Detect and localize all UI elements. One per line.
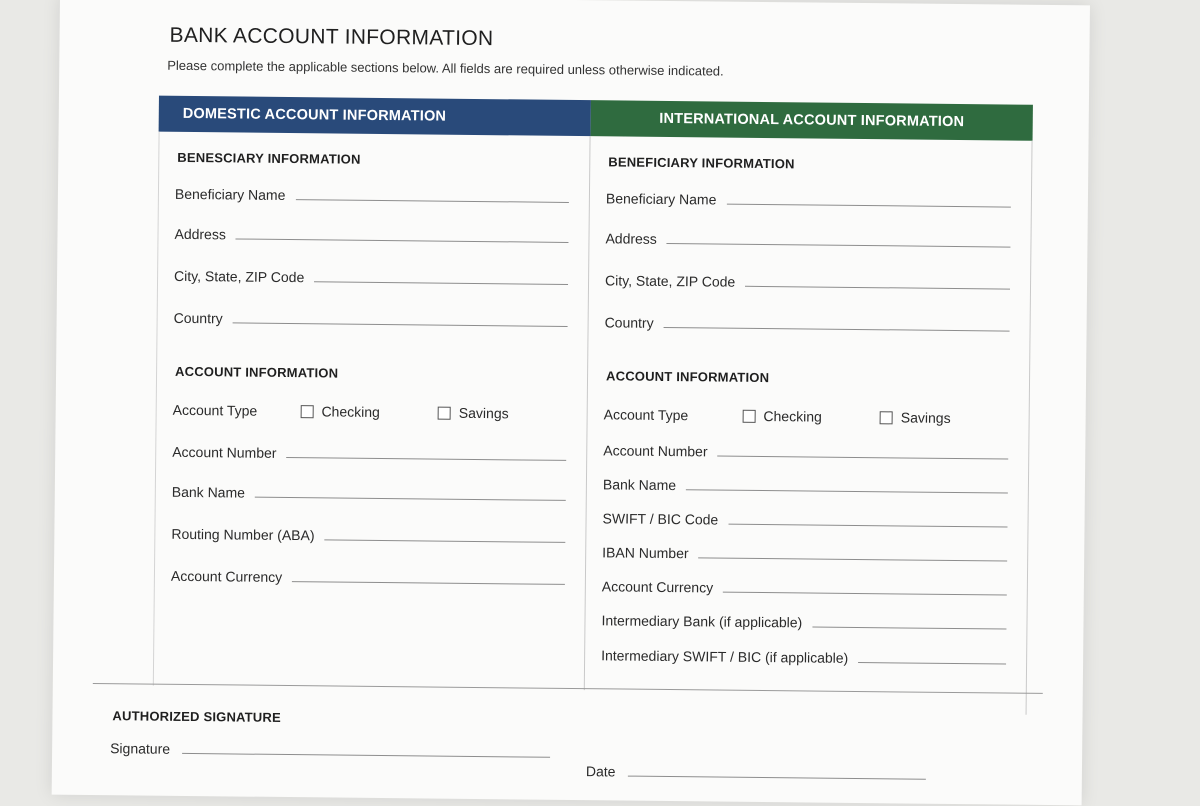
domestic-address-field[interactable] [174, 218, 568, 246]
domestic-account-label: ACCOUNT INFORMATION [175, 363, 339, 381]
fill-line[interactable] [858, 662, 1006, 665]
fill-line[interactable] [627, 776, 925, 780]
domestic-bank-name-field[interactable] [172, 476, 566, 504]
fill-line[interactable] [699, 557, 1008, 561]
fill-line[interactable] [324, 539, 565, 543]
fill-line[interactable] [182, 753, 550, 758]
field-label: Address [174, 225, 226, 243]
date-field[interactable] [586, 755, 926, 783]
field-label: Intermediary Bank (if applicable) [601, 612, 803, 631]
field-label: Beneficiary Name [605, 190, 717, 208]
document-subtitle: Please complete the applicable sections below. All fields are required unless otherwise indicated. [167, 57, 724, 79]
option-label: Checking [321, 403, 380, 420]
field-label: Bank Name [171, 483, 246, 501]
international-swift-bic-field[interactable] [602, 502, 1007, 530]
document-title: BANK ACCOUNT INFORMATION [169, 23, 494, 51]
international-city-state-zip-field[interactable] [605, 264, 1010, 292]
domestic-header: DOMESTIC ACCOUNT INFORMATION [159, 96, 591, 137]
fill-line[interactable] [723, 592, 1007, 596]
international-intermediary-swift-field[interactable] [601, 639, 1006, 667]
international-intermediary-bank-field[interactable] [601, 604, 1006, 632]
domestic-account-number-field[interactable] [172, 436, 566, 464]
domestic-account-currency-field[interactable] [171, 560, 565, 588]
field-label: SWIFT / BIC Code [602, 510, 719, 528]
international-account-number-field[interactable] [603, 434, 1008, 462]
fill-line[interactable] [664, 327, 1010, 332]
option-label: Savings [900, 409, 951, 426]
international-section [585, 100, 1033, 715]
field-label: Bank Name [602, 476, 677, 494]
field-label: Address [605, 230, 657, 247]
international-body [585, 136, 1033, 715]
fill-line[interactable] [292, 581, 565, 585]
checkbox[interactable] [742, 409, 755, 422]
account-type-label: Account Type [603, 406, 689, 424]
field-label: Intermediary SWIFT / BIC (if applicable) [601, 647, 849, 666]
signature-section [92, 683, 1043, 806]
signature-field[interactable] [110, 732, 550, 761]
field-label: Beneficiary Name [174, 185, 286, 203]
international-country-field[interactable] [605, 306, 1010, 334]
fill-line[interactable] [255, 497, 566, 501]
international-account-currency-field[interactable] [602, 570, 1007, 598]
domestic-beneficiary-name-field[interactable] [175, 178, 569, 206]
checkbox[interactable] [438, 406, 451, 419]
international-beneficiary-label: BENEFICIARY INFORMATION [608, 154, 795, 172]
checkbox[interactable] [300, 405, 313, 418]
international-bank-name-field[interactable] [603, 468, 1008, 496]
field-label: Country [173, 309, 223, 327]
field-label: Account Currency [601, 578, 714, 596]
checkbox[interactable] [880, 411, 893, 424]
fill-line[interactable] [236, 238, 569, 242]
account-type-label: Account Type [172, 401, 258, 419]
international-account-label: ACCOUNT INFORMATION [605, 368, 770, 386]
international-savings-option[interactable] [880, 409, 951, 426]
option-label: Savings [458, 404, 509, 422]
fill-line[interactable] [295, 199, 568, 203]
fill-line[interactable] [726, 204, 1010, 208]
fill-line[interactable] [718, 456, 1009, 460]
fill-line[interactable] [686, 489, 1008, 493]
domestic-savings-option[interactable] [438, 405, 509, 422]
field-label: Account Currency [170, 567, 283, 585]
field-label: Account Number [603, 442, 708, 460]
fill-line[interactable] [314, 281, 568, 285]
fill-line[interactable] [286, 457, 566, 461]
signature-label: Signature [110, 740, 171, 757]
fill-line[interactable] [233, 322, 568, 327]
domestic-account-type [173, 394, 567, 422]
date-label: Date [585, 763, 616, 780]
international-header: INTERNATIONAL ACCOUNT INFORMATION [591, 100, 1033, 141]
international-beneficiary-name-field[interactable] [606, 182, 1011, 210]
signature-title: AUTHORIZED SIGNATURE [112, 708, 281, 725]
domestic-routing-number-field[interactable] [171, 518, 565, 546]
field-label: City, State, ZIP Code [174, 267, 305, 286]
domestic-section [153, 96, 591, 690]
field-label: City, State, ZIP Code [604, 272, 736, 290]
fill-line[interactable] [745, 286, 1010, 290]
fill-line[interactable] [667, 243, 1011, 248]
field-label: Account Number [172, 443, 277, 461]
domestic-country-field[interactable] [174, 302, 568, 330]
field-label: Routing Number (ABA) [171, 525, 315, 544]
field-label: Country [604, 314, 654, 331]
international-address-field[interactable] [605, 222, 1010, 250]
international-checking-option[interactable] [742, 408, 822, 425]
form-sheet [52, 0, 1090, 805]
fill-line[interactable] [812, 627, 1006, 630]
international-iban-field[interactable] [602, 536, 1007, 564]
field-label: IBAN Number [602, 544, 689, 562]
fill-line[interactable] [728, 524, 1007, 528]
domestic-city-state-zip-field[interactable] [174, 260, 568, 288]
domestic-body [153, 132, 591, 690]
option-label: Checking [763, 407, 822, 425]
international-account-type [604, 398, 1009, 426]
domestic-checking-option[interactable] [300, 403, 380, 420]
domestic-beneficiary-label: BENESCIARY INFORMATION [177, 149, 361, 167]
